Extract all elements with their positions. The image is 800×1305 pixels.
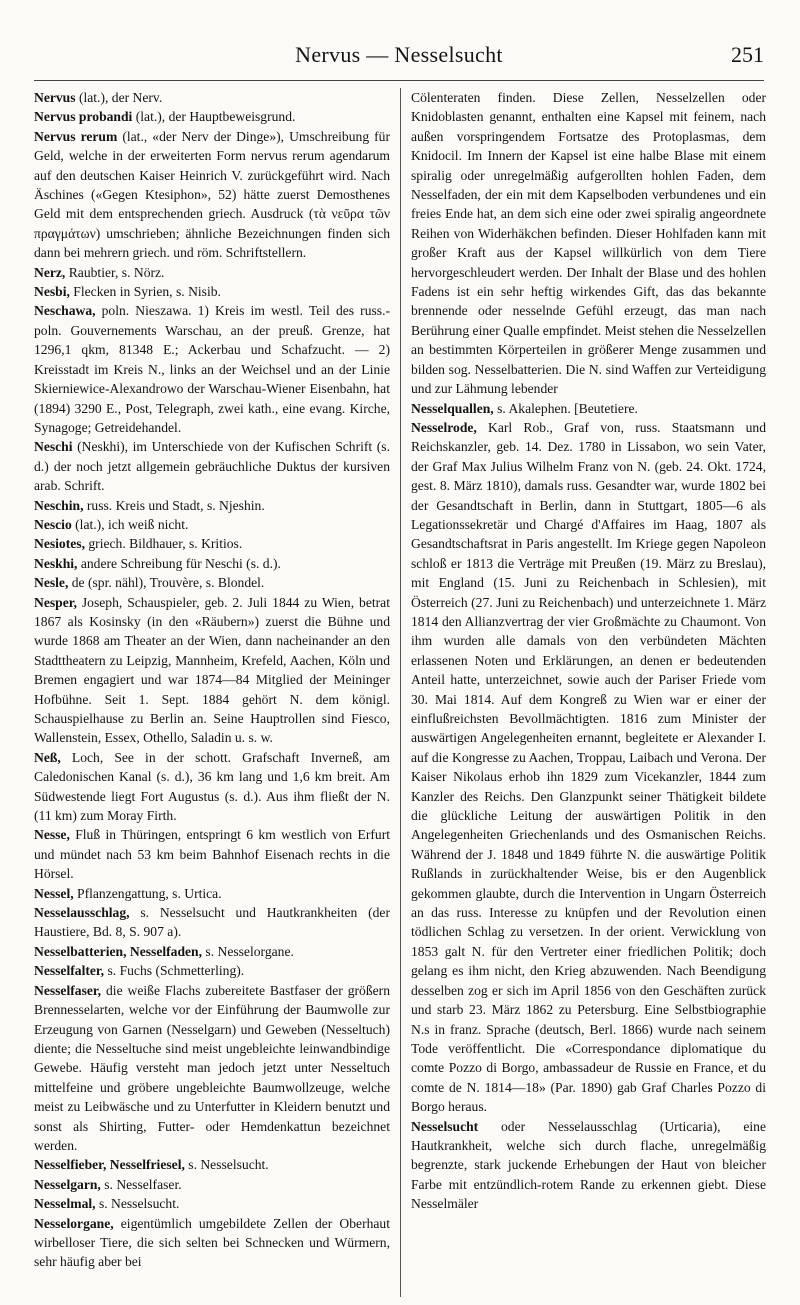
entry-text: s. Nesselfaser. bbox=[100, 1176, 182, 1192]
entry-text: (Neskhi), im Unterschiede von der Kufischen Schrift (s. d.) der noch jetzt allgemein gebräuchliche Duktus der kursiven arab. Schrift. bbox=[34, 439, 390, 494]
dictionary-entry bbox=[34, 282, 390, 301]
entry-text: oder Nesselausschlag (Urticaria), eine Hautkrankheit, welche sich durch flache, unregelmäßig begrenzte, stark juckende Erhebungen der Haut von bleicher Farbe mit entzündlich-rotem Rande zu erkennen giebt. Diese Nesselmäler bbox=[411, 1118, 766, 1212]
dictionary-entry bbox=[34, 1194, 390, 1213]
entry-headword: Neskhi, bbox=[34, 555, 78, 571]
page-header bbox=[34, 42, 764, 81]
entry-headword: Nesselmal, bbox=[34, 1196, 96, 1212]
dictionary-entry bbox=[411, 418, 766, 1117]
entry-text: s. Fuchs (Schmetterling). bbox=[104, 963, 245, 979]
entry-headword: Nesselausschlag, bbox=[34, 905, 130, 921]
entry-headword: Nesselbatterien, Nesselfaden, bbox=[34, 943, 203, 959]
entry-text: Karl Rob., Graf von, russ. Staatsmann und Reichskanzler, geb. 14. Dez. 1780 in Lissabon, wo sein Vater, der Graf Max Julius Wilhelm Franz von N. (geb. 24. Okt. 1724, gest. 8. März 1810), damals russ. Gesandter war, wurde 1802 bei der Gesandtschaft in Berlin, dann in Stuttgart, 1805—6 als Legationssekretär und Chargé d'Affaires im Haag, 1807 als Gesandtschaftsrat in Paris angestellt. Im Kriege gegen Napoleon schloß er 1813 die Verträge mit Preußen (19. März zu Breslau), mit England (15. Juni zu Reichenbach in Schlesien), mit Österreich (27. Juni zu Reichenbach) und unterzeichnete 1. März 1814 den Allianzvertrag der vier Großmächte zu Chaumont. Von ihm wurden alle damals von den verbündeten Mächten erlassenen Noten und Erklärungen, an denen er bedeutenden Anteil hatte, unterzeichnet, sowie auch der Pariser Friede vom 30. Mai 1814. Auf dem Kongreß zu Wien war er einer der einflußreichsten Bevollmächtigten. 1816 zum Minister der auswärtigen Angelegenheiten ernannt, begleitete er Alexander I. auf die Kongresse zu Aachen, Troppau, Laibach und Verona. Der Kaiser Nikolaus erhob ihn 1829 zum Vicekanzler, 1844 zum Kanzler des Reichs. Den Glanzpunkt seiner Thätigkeit bildete die glückliche Leitung der auswärtigen Politik in den Angelegenheiten Griechenlands und des Osmanischen Reichs. Während der J. 1848 und 1849 führte N. die auswärtige Politik Rußlands in zurückhaltender Weise, bis er den Augenblick gekommen glaubte, durch die Intervention in Ungarn Österreich an das russ. Interesse zu knüpfen und der Revolution einen tödlichen Schlag zu versetzen. In der orient. Verwicklung von 1853 galt N. für den Vertreter einer friedlichen Politik; doch gelang es ihm nicht, den Krieg abzuwenden. Nach Beendigung desselben zog er sich im April 1856 von den Geschäften zurück und starb 23. März 1862 zu Petersburg. Eine Selbstbiographie N.s in franz. Sprache (deutsch, Berl. 1866) wurde nach seinem Tode veröffentlicht. Die «Correspondance diplomatique du comte Pozzo di Borgo, ambassadeur de Russie en France, et du comte de N. 1814—18» (Par. 1890) gab Graf Charles Pozzo di Borgo heraus. bbox=[411, 419, 766, 1115]
entry-headword: Nesselsucht bbox=[411, 1118, 479, 1134]
entry-headword: Nescio bbox=[34, 516, 72, 532]
entry-headword: Nesselfaser, bbox=[34, 982, 102, 998]
entry-text: s. Nesselorgane. bbox=[202, 943, 294, 959]
entry-headword: Nervus bbox=[34, 90, 76, 105]
dictionary-entry bbox=[34, 534, 390, 553]
dictionary-entry bbox=[34, 573, 390, 592]
entry-text: Fluß in Thüringen, entspringt 6 km westlich von Erfurt und mündet nach 53 km beim Bahnhof Eisenach rechts in die Hörsel. bbox=[34, 827, 390, 882]
entry-headword: Neß, bbox=[34, 749, 61, 765]
dictionary-entry bbox=[34, 884, 390, 903]
dictionary-entry bbox=[34, 554, 390, 573]
entry-text: Cölenteraten finden. Diese Zellen, Nesselzellen oder Knidoblasten genannt, enthalten eine Kapsel mit feinem, nach außen vorspringendem Fortsatze des Protoplasmas, dem Knidocil. Im Innern der Kapsel ist eine halbe Blase mit einem spiralig oder unregelmäßig aufgerollten hohlen Faden, dem Nesselfaden, der ein mit dem Kapselboden verbundenes und ein freies Ende hat, an dem sich eine oder zwei spiralig angeordnete Reihen von Widerhäkchen befinden. Dieser Hohlfaden kann mit großer Kraft aus der Kapsel willkürlich von dem Tiere hervorgeschleudert werden. Der Inhalt der Blase und des hohlen Fadens ist ein sehr heftig wirkendes Gift, das das bekannte brennende oder nesselnde Gefühl erzeugt, das man nach Berührung einer Qualle empfindet. Meist stehen die Nesselzellen an bestimmten Körperteilen in größerer Menge zusammen und bilden sog. Nesselbatterien. Die N. sind Waffen zur Verteidigung und zur Lähmung lebender bbox=[411, 90, 766, 397]
entry-headword: Nesselfieber, Nesselfriesel, bbox=[34, 1157, 185, 1173]
dictionary-entry bbox=[34, 127, 390, 263]
entry-text: die weiße Flachs zubereitete Bastfaser der größern Brennesselarten, welche vor der Einführung der Baumwolle zur Erzeugung von Garnen (Nesselgarn) und Geweben (Nesseltuch) diente; die Nesseltuche sind meist ungebleichte leinwandbindige Gewebe. Häufig versteht man jedoch jetzt unter Nesseltuch mittelfeine und gröbere ungebleichte Baumwollzeuge, welche meist zu Leibwäsche und zu Unterfutter in Kleidern benutzt und sonst als Shirting, Futter- oder Hemdenkattun bezeichnet werden. bbox=[34, 982, 390, 1153]
dictionary-entry bbox=[34, 1214, 390, 1272]
dictionary-entry bbox=[34, 825, 390, 883]
entry-headword: Nessel, bbox=[34, 885, 74, 901]
entry-headword: Nervus rerum bbox=[34, 128, 118, 144]
dictionary-entry bbox=[411, 1117, 766, 1214]
dictionary-entry bbox=[34, 437, 390, 495]
entry-text: Flecken in Syrien, s. Nisib. bbox=[69, 284, 221, 300]
entry-headword: Nesselquallen, bbox=[411, 400, 494, 416]
dictionary-entry bbox=[34, 301, 390, 437]
text-columns bbox=[34, 88, 766, 1297]
entry-headword: Nesbi, bbox=[34, 284, 70, 300]
dictionary-entry bbox=[34, 593, 390, 748]
entry-headword: Nervus probandi bbox=[34, 109, 133, 125]
entry-text: s. Nesselsucht. bbox=[95, 1196, 180, 1212]
dictionary-entry bbox=[34, 1175, 390, 1194]
entry-text: eigentümlich umgebildete Zellen der Oberhaut wirbelloser Tiere, die sich selten bei Schnecken und Würmern, sehr häufig aber bei bbox=[34, 1215, 390, 1270]
entry-text: s. Nesselsucht und Hautkrankheiten (der Haustiere, Bd. 8, S. 907 a). bbox=[34, 905, 390, 940]
dictionary-entry bbox=[34, 496, 390, 515]
entry-headword: Nesselgarn, bbox=[34, 1176, 101, 1192]
entry-text: (lat.), der Hauptbeweisgrund. bbox=[132, 109, 296, 125]
dictionary-entry bbox=[34, 515, 390, 534]
dictionary-entry bbox=[34, 981, 390, 1156]
entry-text: russ. Kreis und Stadt, s. Njeshin. bbox=[83, 497, 265, 513]
entry-text: (lat.), ich weiß nicht. bbox=[71, 516, 189, 532]
entry-headword: Neschin, bbox=[34, 497, 84, 513]
entry-text: Joseph, Schauspieler, geb. 2. Juli 1844 zu Wien, betrat 1867 als Kosinsky (in den «Räubern») zuerst die Bühne und wurde 1868 am Theater an der Wien, dann nacheinander an den Stadttheatern zu Leipzig, Mannheim, Krefeld, Aachen, Köln und Bremen engagiert und war 1874—84 Mitglied der Meininger Hofbühne. Seit 1. Sept. 1884 gehört N. dem königl. Schauspielhause zu Berlin an. Seine Hauptrollen sind Fiesco, Wallenstein, Essex, Othello, Saladin u. s. w. bbox=[34, 594, 390, 746]
dictionary-entry bbox=[34, 942, 390, 961]
entry-headword: Nesselrode, bbox=[411, 419, 477, 435]
entry-text: de (spr. nähl), Trouvère, s. Blondel. bbox=[68, 575, 265, 591]
left-column bbox=[34, 88, 400, 1297]
entry-text: (lat.), der Nerv. bbox=[75, 90, 163, 105]
entry-text: s. Nesselsucht. bbox=[184, 1157, 269, 1173]
dictionary-entry bbox=[411, 88, 766, 399]
entry-headword: Nesiotes, bbox=[34, 536, 85, 552]
dictionary-entry bbox=[34, 88, 390, 107]
entry-text: andere Schreibung für Neschi (s. d.). bbox=[77, 555, 281, 571]
dictionary-entry bbox=[34, 107, 390, 126]
entry-text: Loch, See in der schott. Grafschaft Inverneß, am Caledonischen Kanal (s. d.), 36 km lang und 1,6 km breit. Am Südwestende liegt Fort Augustus (s. d.). Aus ihm fließt der N. (11 km) zum Moray Firth. bbox=[34, 749, 390, 824]
entry-headword: Neschawa, bbox=[34, 303, 96, 319]
dictionary-entry bbox=[34, 263, 390, 282]
entry-text: Pflanzengattung, s. Urtica. bbox=[73, 885, 222, 901]
entry-headword: Neschi bbox=[34, 439, 73, 455]
page-number: 251 bbox=[731, 42, 764, 67]
dictionary-entry bbox=[411, 399, 766, 418]
dictionary-entry bbox=[34, 903, 390, 942]
dictionary-entry bbox=[34, 1155, 390, 1174]
entry-text: Raubtier, s. Nörz. bbox=[65, 264, 165, 280]
entry-headword: Nesle, bbox=[34, 575, 69, 591]
dictionary-entry bbox=[34, 961, 390, 980]
entry-headword: Nerz, bbox=[34, 264, 66, 280]
entry-headword: Nesper, bbox=[34, 594, 77, 610]
entry-text: (lat., «der Nerv der Dinge»), Umschreibung für Geld, welche in der erweiterten Form nervus rerum agendarum auf den deutschen Kaiser Heinrich V. zurückgeführt wird. Nach Äschines («Gegen Ktesiphon», 52) hätte zuerst Demosthenes Geld mit dem entsprechenden griech. Ausdruck (τὰ νεῦρα τῶν πραγμάτων) umschrieben; ähnliche Bezeichnungen finden sich dann bei mehrern griech. und röm. Schriftstellern. bbox=[34, 128, 390, 261]
entry-headword: Nesselfalter, bbox=[34, 963, 105, 979]
entry-text: griech. Bildhauer, s. Kritios. bbox=[84, 536, 243, 552]
right-column bbox=[400, 88, 766, 1297]
entry-headword: Nesse, bbox=[34, 827, 70, 843]
entry-text: poln. Nieszawa. 1) Kreis im westl. Teil des russ.-poln. Gouvernements Warschau, an der preuß. Grenze, hat 1296,1 qkm, 81348 E.; Ackerbau und Schafzucht. — 2) Kreisstadt im Kreis N., links an der Weichsel und an der Linie Skierniewice-Alexandrowo der Warschau-Wiener Eisenbahn, hat (1894) 3290 E., Post, Telegraph, zwei kath., eine evang. Kirche, Synagoge; Getreidehandel. bbox=[34, 303, 390, 435]
running-head: Nervus — Nesselsucht bbox=[295, 42, 503, 67]
entry-text: s. Akalephen. [Beutetiere. bbox=[493, 400, 638, 416]
dictionary-entry bbox=[34, 748, 390, 826]
entry-headword: Nesselorgane, bbox=[34, 1215, 114, 1231]
